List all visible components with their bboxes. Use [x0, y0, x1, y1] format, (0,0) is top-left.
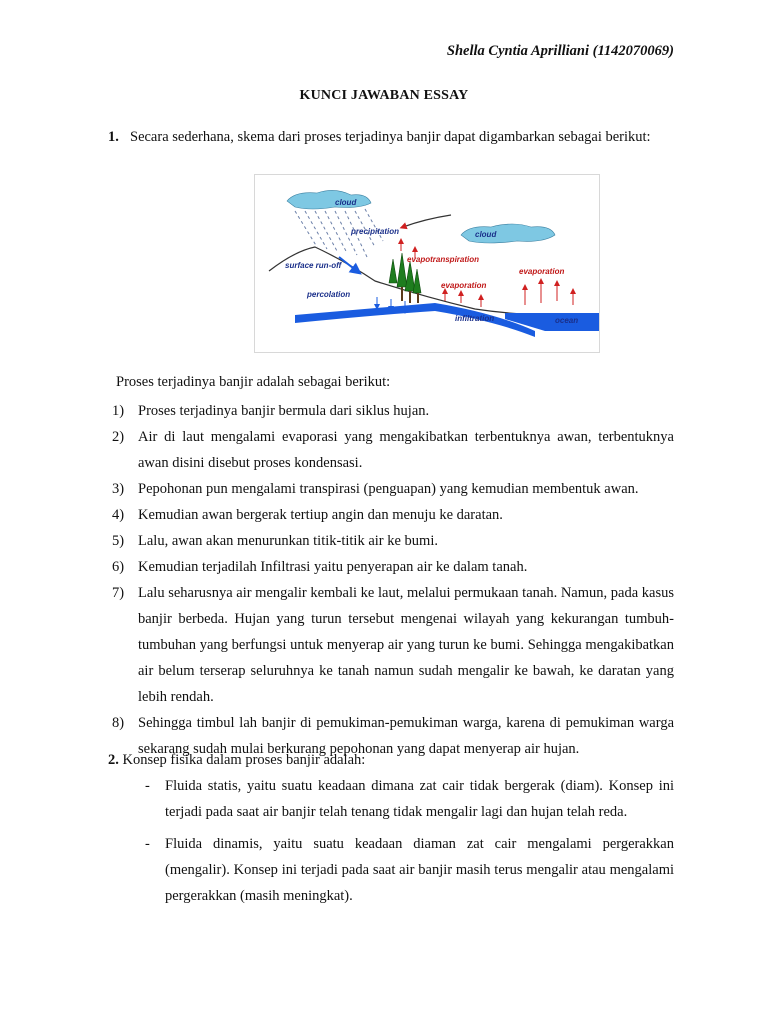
cloud-drift-arrow — [403, 215, 451, 227]
list-item — [112, 476, 674, 502]
question-1-number: 1. — [108, 129, 119, 145]
question-2-number: 2. — [108, 752, 119, 768]
step-number: 5) — [112, 533, 125, 549]
question-1-text: Secara sederhana, skema dari proses terjadinya banjir dapat digambarkan sebagai berikut: — [130, 129, 651, 145]
item-text: Fluida statis, yaitu suatu keadaan dimana zat cair tidak bergerak (diam). Konsep ini terjadi pada saat air banjir telah tenang tidak mengalir lagi dan hujan telah reda. — [165, 778, 674, 820]
list-item — [112, 398, 674, 424]
page-title: KUNCI JAWABAN ESSAY — [299, 88, 469, 103]
step-text: Sehingga timbul lah banjir di pemukiman-pemukiman warga, karena di pemukiman warga sekarang sudah mulai berkurang pepohonan yang dapat menyerap air hujan. — [138, 715, 674, 757]
list-item — [112, 424, 674, 476]
list-item — [112, 554, 674, 580]
question-2-heading — [108, 747, 674, 773]
step-text: Proses terjadinya banjir bermula dari siklus hujan. — [138, 403, 430, 419]
list-item — [112, 502, 674, 528]
label-surface-runoff: surface run-off — [285, 261, 342, 270]
question-2-text: Konsep fisika dalam proses banjir adalah: — [122, 752, 366, 768]
author-header: Shella Cyntia Aprilliani (1142070069) — [446, 43, 674, 59]
step-number: 3) — [112, 481, 125, 497]
step-text: Air di laut mengalami evaporasi yang mengakibatkan terbentuknya awan, terbentuknya awan disini disebut proses kondensasi. — [138, 429, 674, 471]
label-evaporation-right: evaporation — [519, 267, 565, 276]
step-text: Pepohonan pun mengalami transpirasi (penguapan) yang kemudian membentuk awan. — [138, 481, 639, 497]
step-number: 2) — [112, 429, 125, 445]
step-text: Lalu, awan akan menurunkan titik-titik air ke bumi. — [138, 533, 438, 549]
list-item — [112, 528, 674, 554]
list-item — [145, 773, 674, 825]
step-number: 1) — [112, 403, 125, 419]
label-groundwater: groundwater — [315, 320, 364, 329]
water-cycle-svg — [255, 175, 599, 352]
bullet-dash: - — [145, 836, 150, 852]
list-item — [145, 831, 674, 909]
process-intro: Proses terjadinya banjir adalah sebagai berikut: — [116, 374, 391, 390]
item-text: Fluida dinamis, yaitu suatu keadaan diaman zat cair mengalami pergerakkan (mengalir). Konsep ini terjadi pada saat air banjir masih terus mengalir atau mengalami pergerakkan (masih meningkat). — [165, 836, 674, 904]
question-2 — [108, 747, 674, 909]
label-evapotranspiration: evapotranspiration — [407, 255, 480, 264]
step-text: Lalu seharusnya air mengalir kembali ke laut, melalui permukaan tanah. Namun, pada kasus banjir berbeda. Hujan yang turun tersebut mengenai wilayah yang kekurangan tumbuh-tumbuhan yang berfungsi untuk menyerap air yang turun ke bumi. Sehingga mengakibatkan air belum terserap seluruhnya ke tanah namun sudah mengalir ke bawah, ke daratan yang lebih rendah. — [138, 585, 674, 705]
label-evaporation-mid: evaporation — [441, 281, 487, 290]
step-number: 7) — [112, 585, 125, 601]
cloud-left-shape — [287, 190, 371, 209]
label-ocean: ocean — [555, 316, 579, 325]
label-cloud-left: cloud — [335, 198, 357, 207]
runoff-arrow — [339, 257, 357, 271]
step-number: 4) — [112, 507, 125, 523]
label-cloud-right: cloud — [475, 230, 497, 239]
label-precipitation: precipitation — [351, 227, 400, 236]
label-percolation: percolation — [307, 290, 351, 299]
list-item — [112, 580, 674, 710]
step-text: Kemudian terjadilah Infiltrasi yaitu penyerapan air ke dalam tanah. — [138, 559, 528, 575]
question-1 — [108, 124, 674, 150]
step-text: Kemudian awan bergerak tertiup angin dan menuju ke daratan. — [138, 507, 503, 523]
label-infiltration: infiltration — [455, 314, 495, 323]
process-steps-list — [112, 398, 674, 762]
step-number: 6) — [112, 559, 125, 575]
step-number: 8) — [112, 715, 125, 731]
bullet-dash: - — [145, 778, 150, 794]
water-cycle-diagram — [254, 174, 600, 353]
